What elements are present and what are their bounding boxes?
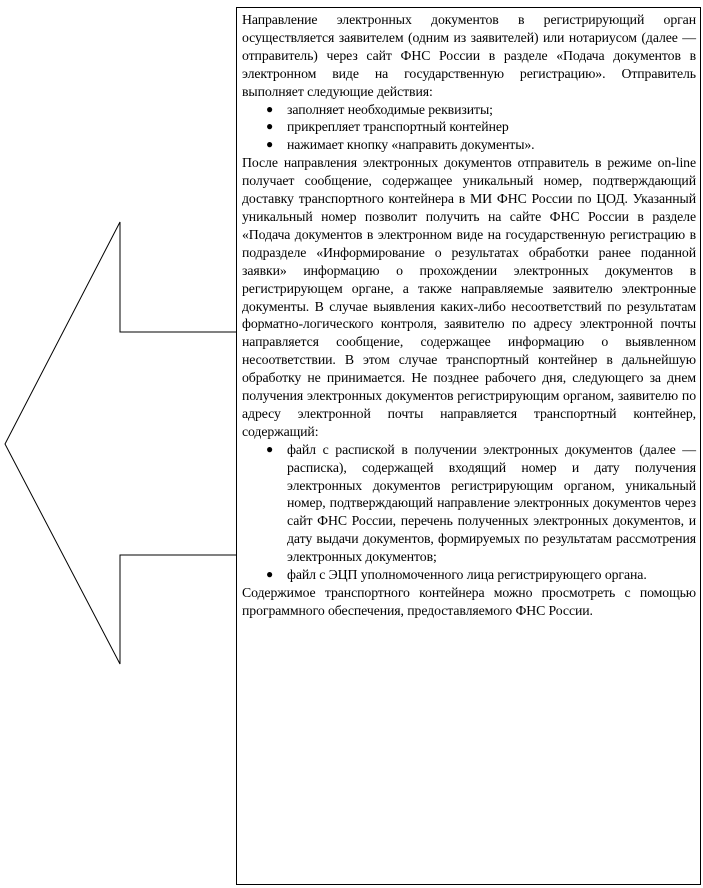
list-item — [266, 441, 696, 566]
action-text: нажимает кнопку «направить документы». — [287, 137, 535, 153]
action-text: заполняет необходимые реквизиты; — [287, 101, 493, 117]
actions-list — [242, 101, 696, 155]
list-item — [266, 566, 696, 584]
container-contents-list — [242, 441, 696, 584]
list-item — [266, 136, 696, 154]
bullet-icon: ● — [266, 441, 274, 456]
description-text-box — [236, 7, 701, 885]
arrow-outline — [5, 222, 236, 664]
bullet-icon: ● — [266, 137, 274, 152]
list-item — [266, 101, 696, 119]
container-item-text: файл с распиской в получении электронных документов (далее — расписка), содержащей входящий номер и дату получения электронных документов регистрирующим органом, уникальный номер, подтверждающий направление электронных документов через сайт ФНС России, перечень полученных электронных документов, и дату выдачи документов, формируемых по результатам рассмотрения электронных документов; — [287, 441, 696, 565]
main-paragraph: После направления электронных документов отправитель в режиме on-line получает сообщение, содержащее уникальный номер, подтверждающий доставку транспортного контейнера в МИ ФНС России по ЦОД. Указанный уникальный номер позволит получить на сайте ФНС России в разделе «Подача документов в электронном виде на государственную регистрацию в подразделе «Информирование о результатах обработки ранее поданной заявки» информацию о прохождении электронных документов в регистрирующем органе, а также направляемые заявителю электронные документы. В случае выявления каких-либо несоответствий по результатам форматно-логического контроля, заявителю по адресу электронной почты направляется сообщение, содержащее информацию о выявленном несоответствии. В этом случае транспортный контейнер в дальнейшую обработку не принимается. Не позднее рабочего дня, следующего за днем получения электронных документов регистрирующим органом, заявителю по адресу электронной почты направляется транспортный контейнер, содержащий: — [242, 155, 696, 439]
action-text: прикрепляет транспортный контейнер — [287, 119, 509, 135]
list-item — [266, 118, 696, 136]
bullet-icon: ● — [266, 567, 274, 582]
bullet-icon: ● — [266, 119, 274, 134]
intro-paragraph: Направление электронных документов в регистрирующий орган осуществляется заявителем (одним из заявителей) или нотариусом (далее — отправитель) через сайт ФНС России в разделе «Подача документов в электронном виде на государственную регистрацию». Отправитель выполняет следующие действия: — [242, 12, 696, 99]
container-item-text: файл с ЭЦП уполномоченного лица регистрирующего органа. — [287, 567, 647, 583]
bullet-icon: ● — [266, 101, 274, 116]
closing-paragraph: Содержимое транспортного контейнера можно просмотреть с помощью программного обеспечения, предоставляемого ФНС России. — [242, 585, 696, 618]
